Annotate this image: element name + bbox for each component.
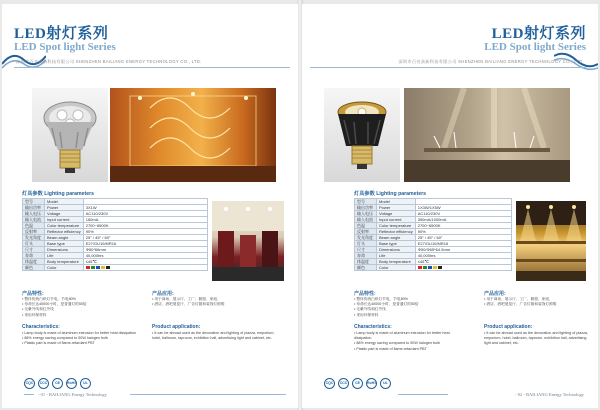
page-footer xyxy=(302,378,598,400)
param-value: Φ50/Φ65*64.5mm xyxy=(415,247,511,253)
param-value: 90% xyxy=(83,229,207,235)
param-label-cn: 色温 xyxy=(355,223,377,229)
list-item: • Plastic part is made of flame-retardant PBT xyxy=(22,341,144,346)
rohs-cert-icon: RoHS xyxy=(66,378,77,389)
param-label-cn: 色温 xyxy=(23,223,45,229)
right-page xyxy=(302,4,598,408)
param-label-cn: 发光角度 xyxy=(355,235,377,241)
param-label-cn: 尺寸 xyxy=(23,247,45,253)
ul-cert-icon: UL xyxy=(380,378,391,389)
header-divider xyxy=(310,67,586,68)
param-label-cn: 寿命 xyxy=(355,253,377,259)
footer-divider xyxy=(398,394,448,395)
features-en-title: Characteristics: xyxy=(22,324,60,330)
application-cn-list xyxy=(484,297,588,307)
ce-cert-icon: CE xyxy=(52,378,63,389)
color-swatch xyxy=(91,266,95,269)
param-label-en: Color temperature xyxy=(377,223,416,229)
param-value: E27/GU10/MR16 xyxy=(83,241,207,247)
param-label-cn: 寿命 xyxy=(23,253,45,259)
table-row xyxy=(355,265,512,271)
company-name: 深圳市百亮高新科技有限公司 SHENZHEN BAILIANG ENERGY TECHNOLOGY CO., LTD. xyxy=(398,59,584,64)
param-value: ≤45℃ xyxy=(415,259,511,265)
param-label-cn: 型号 xyxy=(355,199,377,205)
list-item: • Lamp body is made of aluminum extrusion for better heat dissipation xyxy=(354,331,466,341)
param-label-en: Base type xyxy=(377,241,416,247)
color-swatch xyxy=(101,266,105,269)
list-item: • 整体传统白炽灯节电，节电80% xyxy=(354,297,454,302)
page-footer xyxy=(2,378,298,400)
param-value: Φ50*66mm xyxy=(83,247,207,253)
param-label-cn: 输入电压 xyxy=(23,211,45,217)
scene-photo xyxy=(110,88,276,182)
features-cn-title: 产品特性: xyxy=(354,291,376,297)
features-cn-list xyxy=(354,297,454,318)
param-label-cn: 反射率 xyxy=(355,229,377,235)
section-title: 灯具参数 Lighting parameters xyxy=(354,191,427,197)
features-cn-title: 产品特性: xyxy=(22,291,44,297)
color-swatch xyxy=(106,266,110,269)
param-label-en: Input current xyxy=(45,217,84,223)
page-header xyxy=(2,22,298,82)
series-title-en: LED Spot light Series xyxy=(484,41,586,53)
application-en-list xyxy=(484,331,588,347)
color-swatch xyxy=(86,266,90,269)
param-value xyxy=(415,265,511,271)
features-cn-list xyxy=(22,297,142,318)
param-value: 3X1W xyxy=(83,205,207,211)
application-en-title: Product application: xyxy=(484,324,533,330)
list-item: • Lamp body is made of aluminum extrusion for better heat dissipation xyxy=(22,331,144,336)
series-title-cn: LED射灯系列 xyxy=(491,26,586,42)
param-label-en: Color xyxy=(45,265,84,271)
cqc-cert-icon: CQC xyxy=(24,378,35,389)
application-cn-title: 产品应用: xyxy=(484,291,506,297)
application-cn-list xyxy=(152,297,282,307)
page-header xyxy=(302,22,598,82)
param-value: AC110/230V xyxy=(415,211,511,217)
param-label-cn: 型号 xyxy=(23,199,45,205)
param-label-en: Dimensions xyxy=(377,247,416,253)
list-item: • 无紫外线和红外线 xyxy=(354,307,454,312)
param-value: 2700~6500K xyxy=(415,223,511,229)
product-photo xyxy=(32,88,108,182)
application-en-list xyxy=(152,331,282,341)
shelf-photo xyxy=(516,201,586,281)
param-label-cn: 输入电压 xyxy=(355,211,377,217)
list-item: • Plastic part is made of flame-retardant PBT xyxy=(354,347,466,352)
param-value: ≤45℃ xyxy=(83,259,207,265)
param-label-en: Model xyxy=(45,199,84,205)
features-en-title: Characteristics: xyxy=(354,324,392,330)
param-label-en: Life xyxy=(45,253,84,259)
param-label-en: Input current xyxy=(377,217,416,223)
list-item: • 用于商场、展示厅、工厂、橱窗、家庭、 xyxy=(152,297,282,302)
ul-cert-icon: UL xyxy=(80,378,91,389)
rohs-cert-icon: RoHS xyxy=(366,378,377,389)
param-value: E27/GU10/MR16 xyxy=(415,241,511,247)
param-label-en: Beam angle xyxy=(377,235,416,241)
param-label-cn: 发光角度 xyxy=(23,235,45,241)
param-label-en: Color xyxy=(377,265,416,271)
param-label-en: Beam angle xyxy=(45,235,84,241)
list-item: • 采用环保材料 xyxy=(354,313,454,318)
param-value: 1X3W/1X5W xyxy=(415,205,511,211)
param-label-en: Body temperature xyxy=(377,259,416,265)
list-item: • 采用环保材料 xyxy=(22,313,142,318)
list-item: • 用于商场、展示厅、工厂、橱窗、家庭、 xyxy=(484,297,588,302)
scene-photo xyxy=(404,88,570,182)
param-label-en: Reflector efficiency xyxy=(377,229,416,235)
list-item: • 酒店、酒吧展览厅、广告灯箱和装饰灯照明 xyxy=(152,302,282,307)
list-item: • 88% energy saving compared to 50W halogen bulb xyxy=(22,336,144,341)
color-swatch xyxy=(428,266,432,269)
list-item: • 寿命长达40000小时，是普通灯的50倍 xyxy=(22,302,142,307)
param-label-cn: 输出功率 xyxy=(23,205,45,211)
param-label-cn: 体温度 xyxy=(355,259,377,265)
product-photo xyxy=(324,88,400,182)
param-label-cn: 输入电流 xyxy=(355,217,377,223)
ccc-cert-icon: CCC xyxy=(338,378,349,389)
param-label-en: Dimensions xyxy=(45,247,84,253)
cqc-cert-icon: CQC xyxy=(324,378,335,389)
param-label-cn: 灯头 xyxy=(355,241,377,247)
param-label-en: Model xyxy=(377,199,416,205)
ccc-cert-icon: CCC xyxy=(38,378,49,389)
list-item: • 酒店、酒吧展览厅、广告灯箱和装饰灯照明 xyxy=(484,302,588,307)
param-label-en: Color temperature xyxy=(45,223,84,229)
color-swatch xyxy=(423,266,427,269)
ce-cert-icon: CE xyxy=(352,378,363,389)
footer-text: - 01 - BAILIANG Energy Technology xyxy=(38,392,107,397)
store-photo xyxy=(212,201,284,281)
param-value: 25° / 45° / 60° xyxy=(83,235,207,241)
param-label-cn: 颜色 xyxy=(23,265,45,271)
footer-divider xyxy=(24,394,34,395)
param-label-cn: 输入电流 xyxy=(23,217,45,223)
param-value: 40,000hrs xyxy=(415,253,511,259)
param-label-cn: 输出功率 xyxy=(355,205,377,211)
series-title-cn: LED射灯系列 xyxy=(14,26,109,42)
features-en-list xyxy=(354,331,466,352)
left-page xyxy=(2,4,298,408)
list-item: • It can be abroad used as the decoration and lighting of piazza, emporium, hotel, ballroom, taproom, exhibition hall, advertising light and cabinet, etc. xyxy=(484,331,588,347)
parameters-table xyxy=(354,198,512,271)
color-swatch xyxy=(438,266,442,269)
param-value: 2700~6500K xyxy=(83,223,207,229)
param-value: 350mA/1000mA xyxy=(415,217,511,223)
param-label-cn: 灯头 xyxy=(23,241,45,247)
param-label-en: Voltage xyxy=(377,211,416,217)
series-title-en: LED Spot light Series xyxy=(14,41,116,53)
header-divider xyxy=(14,67,290,68)
list-item: • 无紫外线和红外线 xyxy=(22,307,142,312)
color-swatch xyxy=(418,266,422,269)
param-label-cn: 颜色 xyxy=(355,265,377,271)
company-name: 深圳市百亮高新科技有限公司 SHENZHEN BAILIANG ENERGY TECHNOLOGY CO., LTD. xyxy=(16,59,202,64)
color-swatch xyxy=(96,266,100,269)
photo-strip xyxy=(324,88,570,182)
param-label-en: Power xyxy=(45,205,84,211)
photo-strip xyxy=(32,88,276,182)
param-label-cn: 体温度 xyxy=(23,259,45,265)
param-label-en: Power xyxy=(377,205,416,211)
param-label-en: Reflector efficiency xyxy=(45,229,84,235)
param-value: 90% xyxy=(415,229,511,235)
param-value: 160mA xyxy=(83,217,207,223)
features-en-list xyxy=(22,331,144,347)
section-title: 灯具参数 Lighting parameters xyxy=(22,191,95,197)
param-value: AC110/230V xyxy=(83,211,207,217)
param-label-en: Voltage xyxy=(45,211,84,217)
footer-text: - 02 - BAILIANG Energy Technology xyxy=(515,392,584,397)
table-row xyxy=(23,265,208,271)
param-value: 40,000hrs xyxy=(83,253,207,259)
param-value xyxy=(83,265,207,271)
param-label-en: Body temperature xyxy=(45,259,84,265)
footer-divider xyxy=(130,394,286,395)
list-item: • 寿命长达40000小时，是普通灯的50倍 xyxy=(354,302,454,307)
param-value: 25° / 45° / 60° xyxy=(415,235,511,241)
param-label-cn: 尺寸 xyxy=(355,247,377,253)
list-item: • It can be abroad used as the decoration and lighting of piazza, emporium, hotel, ballroom, taproom, exhibition hall, advertising light and cabinet, etc. xyxy=(152,331,282,341)
param-label-cn: 反射率 xyxy=(23,229,45,235)
parameters-table xyxy=(22,198,208,271)
color-swatch xyxy=(433,266,437,269)
list-item: • 整体传统白炽灯节电，节电80% xyxy=(22,297,142,302)
param-label-en: Base type xyxy=(45,241,84,247)
application-cn-title: 产品应用: xyxy=(152,291,174,297)
list-item: • 88% energy saving compared to 50W halogen bulb xyxy=(354,341,466,346)
param-label-en: Life xyxy=(377,253,416,259)
application-en-title: Product application: xyxy=(152,324,201,330)
